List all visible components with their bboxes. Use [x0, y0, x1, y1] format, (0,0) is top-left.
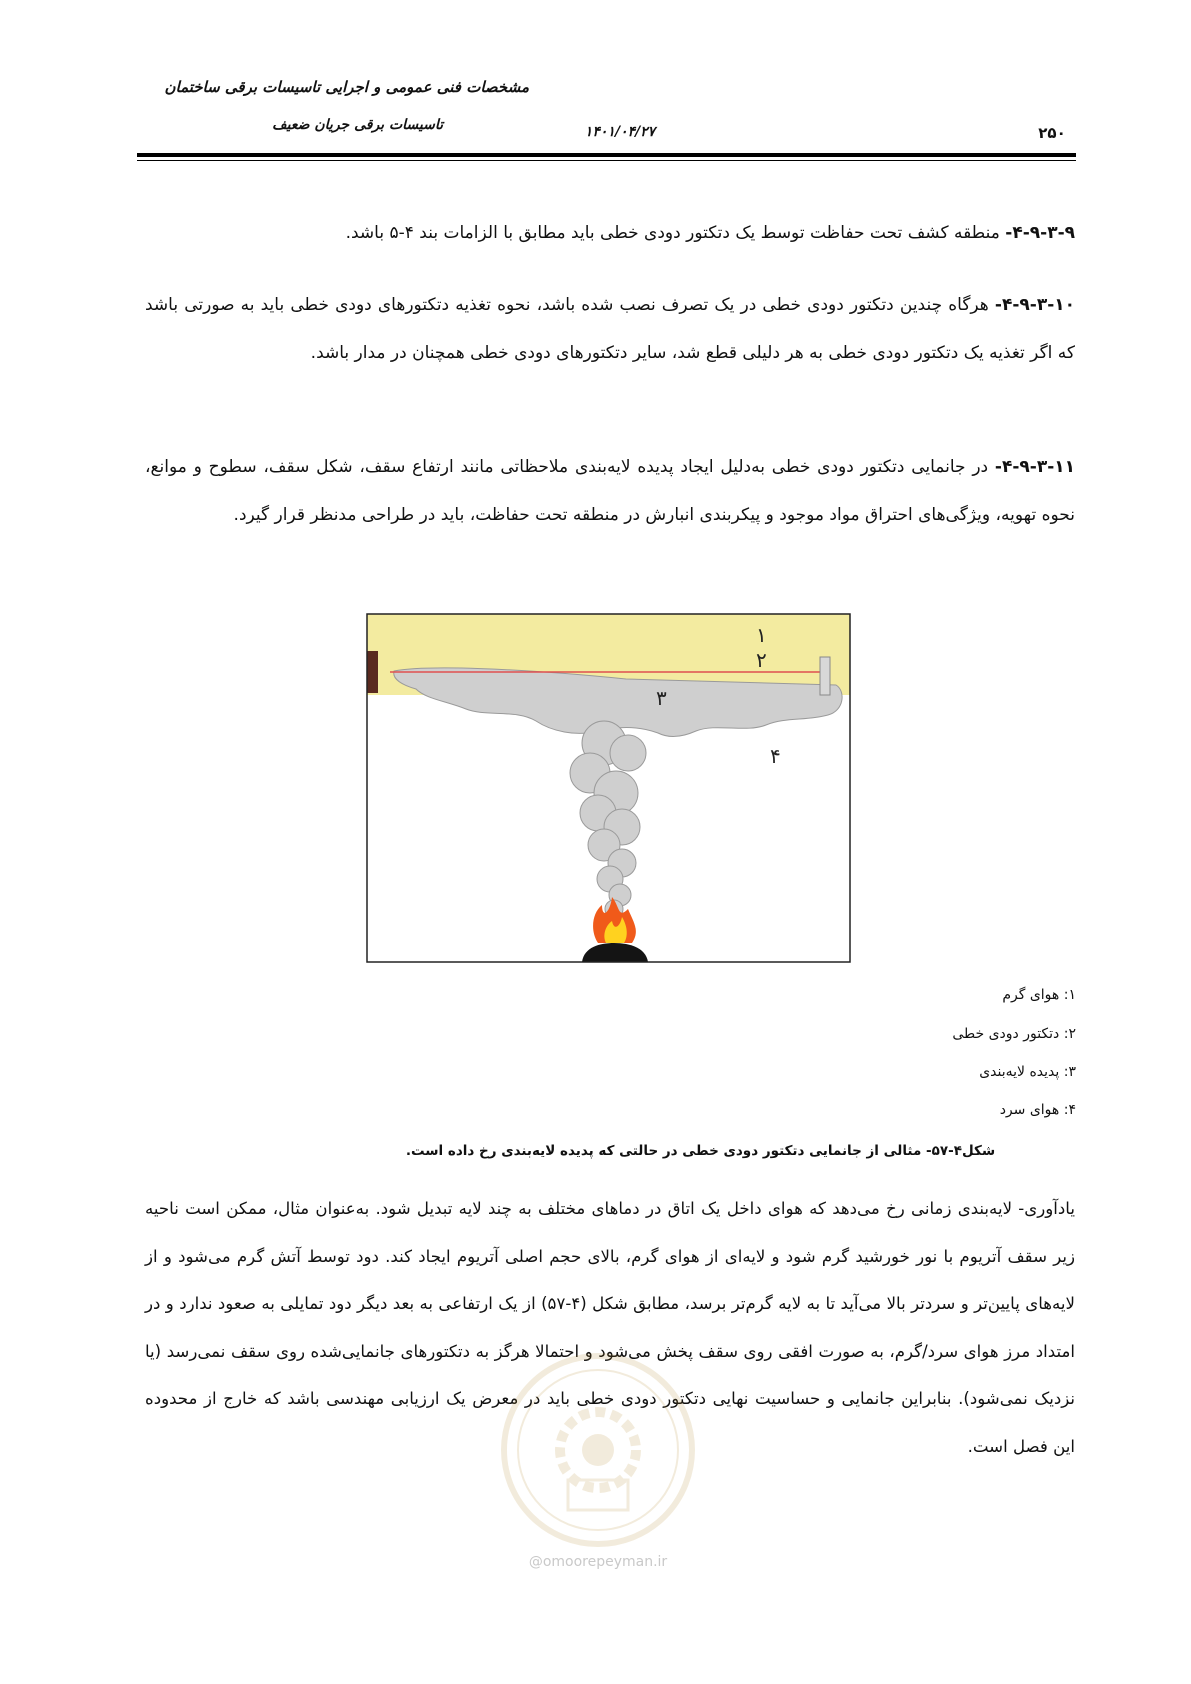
clause-number: ۴-۹-۳-۱۱-: [994, 457, 1075, 477]
legend-stratification: ۳: پدیده لایه‌بندی: [979, 1064, 1076, 1080]
header-rule-thin: [137, 160, 1076, 161]
header-rule-thick: [137, 153, 1076, 157]
watermark-url: @omoorepeyman.ir: [528, 1554, 668, 1570]
document-date: ۱۴۰۱/۰۴/۲۷: [584, 124, 656, 140]
legend-warm-air: ۱: هوای گرم: [1002, 987, 1076, 1003]
legend-cold-air: ۴: هوای سرد: [999, 1102, 1076, 1118]
clause-4-9-3-10: [145, 281, 1075, 377]
beam-transmitter: [367, 651, 378, 693]
clause-text: در جانمایی دتکتور دودی خطی به‌دلیل ایجاد پدیده لایه‌بندی ملاحظاتی مانند ارتفاع سقف، شکل سقف، سطوح و موانع، نحوه تهویه، ویژگی‌های احتراق مواد موجود و پیکربندی انبارش در منطقه تحت حفاظت، باید در طراحی مدنظر قرار گیرد.: [145, 457, 1075, 525]
stratification-figure: [366, 613, 851, 963]
figure-label-1: ۱: [756, 623, 767, 647]
figure-label-3: ۳: [656, 686, 667, 710]
clause-4-9-3-11: [145, 443, 1075, 539]
clause-text: منطقه کشف تحت حفاظت توسط یک دتکتور دودی خطی باید مطابق با الزامات بند ۴-۵ باشد.: [345, 223, 1006, 243]
figure-label-2: ۲: [756, 648, 767, 672]
beam-reflector: [820, 657, 830, 695]
clause-number: ۴-۹-۳-۱۰-: [994, 295, 1075, 315]
clause-text: هرگاه چندین دتکتور دودی خطی در یک تصرف نصب شده باشد، نحوه تغذیه دتکتورهای دودی خطی باید به صورتی باشد که اگر تغذیه یک دتکتور دودی خطی به هر دلیلی قطع شد، سایر دتکتورهای دودی خطی همچنان در مدار باشد.: [145, 295, 1075, 363]
clause-4-9-3-9: [145, 209, 1075, 257]
clause-number: ۴-۹-۳-۹-: [1005, 223, 1075, 243]
document-title: مشخصات فنی عمومی و اجرایی تاسیسات برقی ساختمان: [164, 78, 529, 96]
figure-caption: شکل۴-۵۷- مثالی از جانمایی دتکتور دودی خطی در حالتی که پدیده لایه‌بندی رخ داده است.: [405, 1143, 996, 1159]
legend-line-detector: ۲: دتکتور دودی خطی: [952, 1026, 1076, 1042]
figure-label-4: ۴: [770, 744, 781, 768]
page-number: ۲۵۰: [1038, 124, 1066, 142]
note-paragraph: یادآوری- لایه‌بندی زمانی رخ می‌دهد که هوای داخل یک اتاق در دماهای مختلف به چند لایه تبدیل شود. به‌عنوان مثال، ممکن است ناحیه زیر سقف آتریوم با نور خورشید گرم شود و لایه‌ای از هوای گرم، بالای حجم اصلی آتریوم ایجاد کند. دود توسط آتش گرم می‌شود و از لایه‌های پایین‌تر و سردتر بالا می‌آید تا به لایه گرم‌تر برسد، مطابق شکل (۴-۵۷) از یک ارتفاعی به بعد دیگر دود تمایلی به صعود ندارد و در امتداد مرز هوای سرد/گرم، به صورت افقی روی سقف پخش می‌شود و احتمالا هرگز به دتکتورهای جانمایی‌شده روی سقف نمی‌رسد (یا نزدیک نمی‌شود). بنابراین جانمایی و حساسیت نهایی دتکتور دودی خطی باید در معرض یک ارزیابی مهندسی باشد که خارج از محدوده این فصل است.: [145, 1199, 1075, 1456]
chapter-title: تاسیسات برقی جریان ضعیف: [272, 117, 443, 133]
